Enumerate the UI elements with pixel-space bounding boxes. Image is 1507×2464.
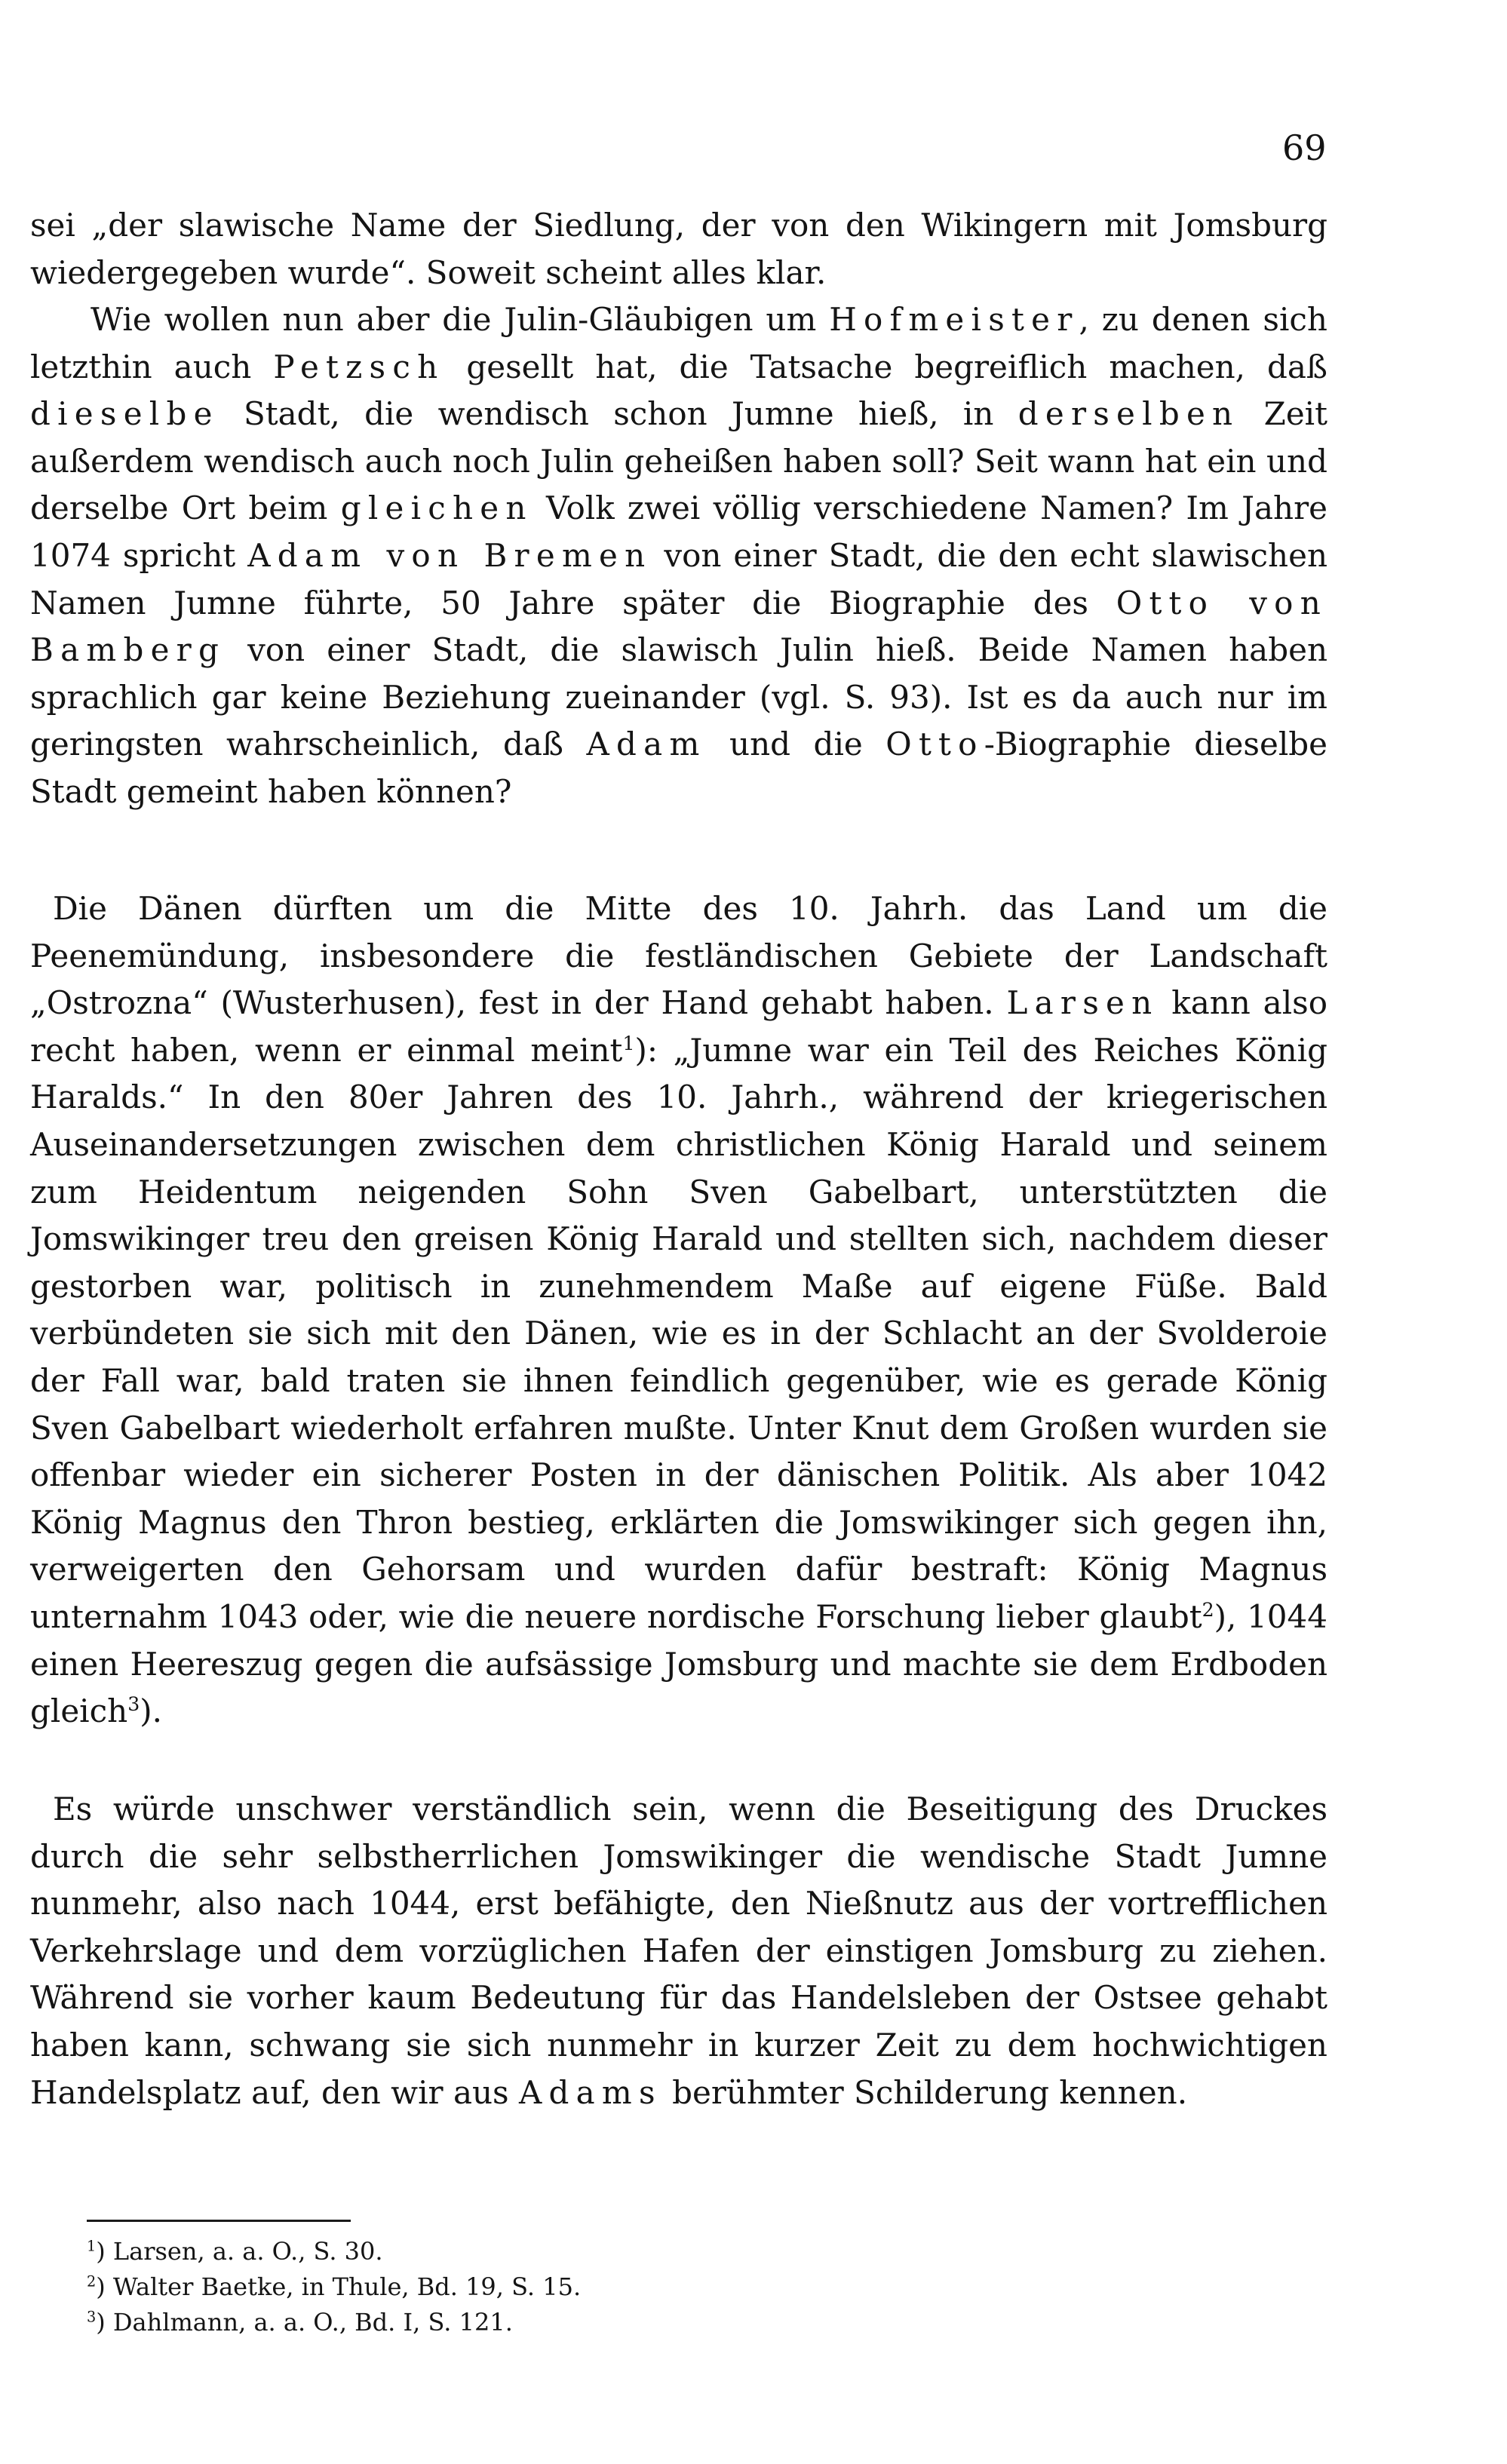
text-run: ). [140, 1692, 162, 1730]
text-run: Zeit außerdem wendisch auch noch Julin geheißen haben soll? Seit wann hat ein und derselbe Ort beim [30, 395, 1327, 527]
spaced-name: Adam [586, 726, 707, 763]
spaced-name: Larsen [1006, 984, 1159, 1022]
footnote-marker: 1 [622, 1032, 635, 1054]
text-run: von einer Stadt, die den echt slawischen Namen Jumne führte, 50 Jahre später die Biographie des [30, 536, 1327, 621]
footnote-3 [87, 2305, 1143, 2340]
text-run: sei „der slawische Name der Siedlung, der von den Wikingern mit Jomsburg wiedergegeben wurde“. Soweit scheint alles klar. [30, 207, 1327, 291]
body-text [30, 202, 1327, 2211]
spaced-name: Petzsch [273, 348, 445, 385]
text-run: und die [706, 726, 886, 763]
footnote-marker: 2 [1202, 1598, 1214, 1621]
footnote-2 [87, 2269, 1143, 2305]
footnote-text: ) Walter Baetke, in Thule, Bd. 19, S. 15. [96, 2272, 582, 2301]
spaced-name: Otto von Bamberg [30, 584, 1327, 669]
text-run: -Biographie dieselbe Stadt gemeint haben können? [30, 726, 1327, 810]
text-run: Es würde unschwer verständlich sein, wenn die Beseitigung des Druckes durch die sehr selbstherrlichen Jomswikinger die wendische Stadt Jumne nunmehr, also nach 1044, erst befähigte, den Nießnutz aus der vortrefflichen Verkehrslage und dem vorzüglichen Hafen der einstigen Jomsburg zu ziehen. Während sie vorher kaum Bedeutung für das Handelsleben der Ostsee gehabt haben kann, schwang sie sich nunmehr in kurzer Zeit zu dem hochwichtigen Handelsplatz auf, den wir aus [30, 1790, 1327, 2111]
paragraph-2 [30, 296, 1327, 862]
footnote-1 [87, 2234, 1143, 2269]
paragraph-1 [30, 202, 1327, 296]
text-run: berühmter Schilderung kennen. [661, 2073, 1188, 2111]
spaced-name: dieselbe [30, 395, 219, 433]
footnote-text: ) Dahlmann, a. a. O., Bd. I, S. 121. [96, 2308, 513, 2337]
text-run: gesellt hat, die Tatsache begreiflich machen, daß [444, 348, 1327, 385]
text-run: ), 1044 einen Heereszug gegen die aufsässige Jomsburg und machte sie dem Erdboden gleich [30, 1597, 1327, 1730]
text-run: von einer Stadt, die slawisch Julin hieß. Beide Namen haben sprachlich gar keine Beziehung zueinander (vgl. S. 93). Ist es da auch nur im geringsten wahrscheinlich, daß [30, 631, 1327, 763]
text-run: Volk zwei völlig verschiedene Namen? Im Jahre 1074 spricht [30, 489, 1328, 574]
text-run: Stadt, die wendisch schon Jumne hieß, in [219, 395, 1018, 433]
footnotes [87, 2234, 1143, 2340]
text-run: Die Dänen dürften um die Mitte des 10. Jahrh. das Land um die Peenemündung, insbesondere die festländischen Gebiete der Landschaft „Ostrozna“ (Wusterhusen), fest in der Hand gehabt haben. [30, 890, 1327, 1022]
spaced-name: Adams [518, 2073, 662, 2111]
text-run: , zu denen sich letzthin auch [30, 301, 1327, 385]
footnote-rule [87, 2220, 351, 2222]
spaced-name: Otto [885, 726, 984, 763]
footnote-marker: 3 [127, 1693, 140, 1716]
footnote-number: 3 [87, 2308, 97, 2326]
page-number: 69 [1282, 127, 1327, 168]
footnote-number: 2 [87, 2272, 97, 2291]
spaced-name: gleichen [340, 489, 533, 527]
spaced-name: Hofmeister [829, 301, 1079, 338]
text-run: kann also recht haben, wenn er einmal meint [30, 984, 1327, 1069]
paragraph-3 [30, 885, 1327, 1763]
text-run: ): „Jumne war ein Teil des Reiches König Haralds.“ In den 80er Jahren des 10. Jahrh., während der kriegerischen Auseinandersetzungen zwischen dem christlichen König Harald und seinem zum Heidentum neigenden Sohn Sven Gabelbart, unterstützten die Jomswikinger treu den greisen König Harald und stellten sich, nachdem dieser gestorben war, politisch in zunehmendem Maße auf eigene Füße. Bald verbündeten sie sich mit den Dänen, wie es in der Schlacht an der Svolderoie der Fall war, bald traten sie ihnen feindlich gegenüber, wie es gerade König Sven Gabelbart wiederholt erfahren mußte. Unter Knut dem Großen wurden sie offenbar wieder ein sicherer Posten in der dänischen Politik. Als aber 1042 König Magnus den Thron bestieg, erklärten die Jomswikinger sich gegen ihn, verweigerten den Gehorsam und wurden dafür bestraft: König Magnus unternahm 1043 oder, wie die neuere nordische Forschung lieber glaubt [30, 1031, 1327, 1635]
text-run: Wie wollen nun aber die Julin-Gläubigen um [91, 301, 830, 338]
spaced-name: derselben [1017, 395, 1240, 433]
footnote-text: ) Larsen, a. a. O., S. 30. [96, 2237, 383, 2266]
footnote-number: 1 [87, 2237, 97, 2255]
paragraph-4 [30, 1786, 1327, 2211]
spaced-name: Adam von Bremen [247, 536, 652, 574]
